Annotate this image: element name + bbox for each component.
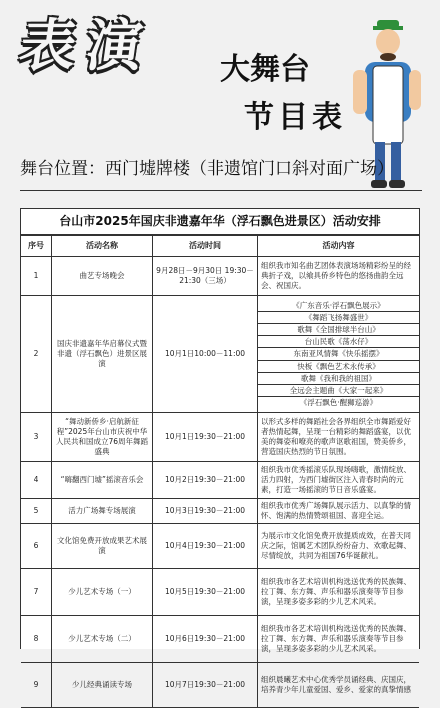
cell-time: 10月1日10:00－11:00 bbox=[153, 296, 258, 413]
table-header-row bbox=[21, 236, 419, 257]
program-item: 东南亚风情舞《快乐摇摆》 bbox=[258, 348, 419, 360]
table-row bbox=[21, 257, 419, 296]
cell-no: 7 bbox=[21, 569, 52, 616]
header-name: 活动名称 bbox=[52, 236, 153, 257]
cell-time: 10月7日19:30－21:00 bbox=[153, 663, 258, 708]
cell-content: 组织我市优秀摇滚乐队现场嗨歌，激情绽放、活力四射，为西门墟街区注入青春时尚的元素，打造一场摇滚的节日音乐盛宴。 bbox=[258, 462, 420, 499]
program-item: 《舞蹈飞扬舞盛世》 bbox=[258, 312, 419, 324]
table-row bbox=[21, 413, 419, 462]
cell-time: 10月4日19:30－21:00 bbox=[153, 524, 258, 569]
cell-name: “舞动新侨乡·启航新征程”2025年台山市庆祝中华人民共和国成立76周年舞蹈盛典 bbox=[52, 413, 153, 462]
cell-no: 4 bbox=[21, 462, 52, 499]
poster-title-side bbox=[170, 46, 360, 142]
poster-title-main: 表演 bbox=[15, 13, 157, 79]
table-row bbox=[21, 663, 419, 708]
table-row bbox=[21, 296, 419, 413]
cell-content: 为展示市文化馆免费开放提质成效，在普天同庆之际，馆属艺术团队纷纷奋力、欢歌起舞、尽情绽放，共同为祖国76华诞献礼。 bbox=[258, 524, 420, 569]
cell-content: 组织我市各艺术培训机构选送优秀的民族舞、拉丁舞、东方舞、声乐和器乐演奏等节目参演，呈现多姿多彩的少儿艺术风采。 bbox=[258, 569, 420, 616]
cell-name: 曲艺专场晚会 bbox=[52, 257, 153, 296]
cell-no: 2 bbox=[21, 296, 52, 413]
cell-no: 1 bbox=[21, 257, 52, 296]
cell-content: 以形式多样的舞蹈社会各界组织全市舞蹈爱好者热情起舞，呈现一台精彩的舞蹈盛宴，以优美的舞姿和嘹亮的歌声讴歌祖国，赞美侨乡，营造国庆热烈的节日氛围。 bbox=[258, 413, 420, 462]
cell-content: 组织晨曦艺术中心优秀学员诵经典、庆国庆，培养青少年儿童爱国、爱乡、爱家的真挚情感 bbox=[258, 663, 420, 708]
title-side-line1: 大舞台 bbox=[220, 52, 310, 87]
program-item: 《广东音乐·浮石飘色展示》 bbox=[258, 300, 419, 312]
divider bbox=[20, 190, 422, 191]
table-title: 台山市2025年国庆非遗嘉年华（浮石飘色进景区）活动安排 bbox=[21, 209, 419, 235]
cell-time: 9月28日－9月30日 19:30－21:30（三场） bbox=[153, 257, 258, 296]
schedule-table-container bbox=[20, 208, 420, 694]
cell-no: 8 bbox=[21, 616, 52, 663]
header-time: 活动时间 bbox=[153, 236, 258, 257]
cell-name: 少儿艺术专场（二） bbox=[52, 616, 153, 663]
program-item: 台山民歌《荡水仔》 bbox=[258, 336, 419, 348]
cell-name: 活力广场舞专场展演 bbox=[52, 499, 153, 524]
cell-name: 少儿经典诵读专场 bbox=[52, 663, 153, 708]
cell-time: 10月1日19:30－21:00 bbox=[153, 413, 258, 462]
table-row bbox=[21, 616, 419, 663]
cell-no: 9 bbox=[21, 663, 52, 708]
cell-name: 文化馆免费开放成果艺术展演 bbox=[52, 524, 153, 569]
cell-content-list bbox=[258, 296, 420, 413]
cell-name: 国庆非遗嘉年华启幕仪式暨非遗（浮石飘色）进景区展演 bbox=[52, 296, 153, 413]
program-item: 全远会主题曲《大家一起来》 bbox=[258, 385, 419, 397]
cell-time: 10月5日19:30－21:00 bbox=[153, 569, 258, 616]
table-row bbox=[21, 499, 419, 524]
schedule-table bbox=[21, 235, 419, 708]
cell-time: 10月6日19:30－21:00 bbox=[153, 616, 258, 663]
cell-time: 10月2日19:30－21:00 bbox=[153, 462, 258, 499]
cell-name: “嗨翻西门墟”摇滚音乐会 bbox=[52, 462, 153, 499]
program-item: 歌舞《全国排球半台山》 bbox=[258, 324, 419, 336]
table-row bbox=[21, 462, 419, 499]
header-content: 活动内容 bbox=[258, 236, 420, 257]
cell-no: 6 bbox=[21, 524, 52, 569]
cell-content: 组织我市优秀广场舞队展示活力、以真挚的情怀、饱满的热情赞颂祖国、喜迎全运。 bbox=[258, 499, 420, 524]
title-side-line2: 节目表 bbox=[244, 100, 346, 135]
header-no: 序号 bbox=[21, 236, 52, 257]
cell-time: 10月3日19:30－21:00 bbox=[153, 499, 258, 524]
stage-location: 舞台位置：西门墟牌楼（非遗馆门口斜对面广场） bbox=[20, 159, 394, 179]
cell-no: 5 bbox=[21, 499, 52, 524]
table-row bbox=[21, 524, 419, 569]
cell-content: 组织我市各艺术培训机构选送优秀的民族舞、拉丁舞、东方舞、声乐和器乐演奏等节目参演，呈现多姿多彩的少儿艺术风采。 bbox=[258, 616, 420, 663]
cell-content: 组织我市知名曲艺团体表演场场精彩纷呈的经典折子戏，以飨具侨乡特色的悠扬曲韵全远会、祝国庆。 bbox=[258, 257, 420, 296]
program-item: 《浮石飘色·醒狮巡游》 bbox=[299, 398, 378, 408]
table-row bbox=[21, 569, 419, 616]
cell-no: 3 bbox=[21, 413, 52, 462]
program-item: 快板《飘色艺术永传承》 bbox=[258, 361, 419, 373]
cell-name: 少儿艺术专场（一） bbox=[52, 569, 153, 616]
program-item: 歌舞《我和我的祖国》 bbox=[258, 373, 419, 385]
